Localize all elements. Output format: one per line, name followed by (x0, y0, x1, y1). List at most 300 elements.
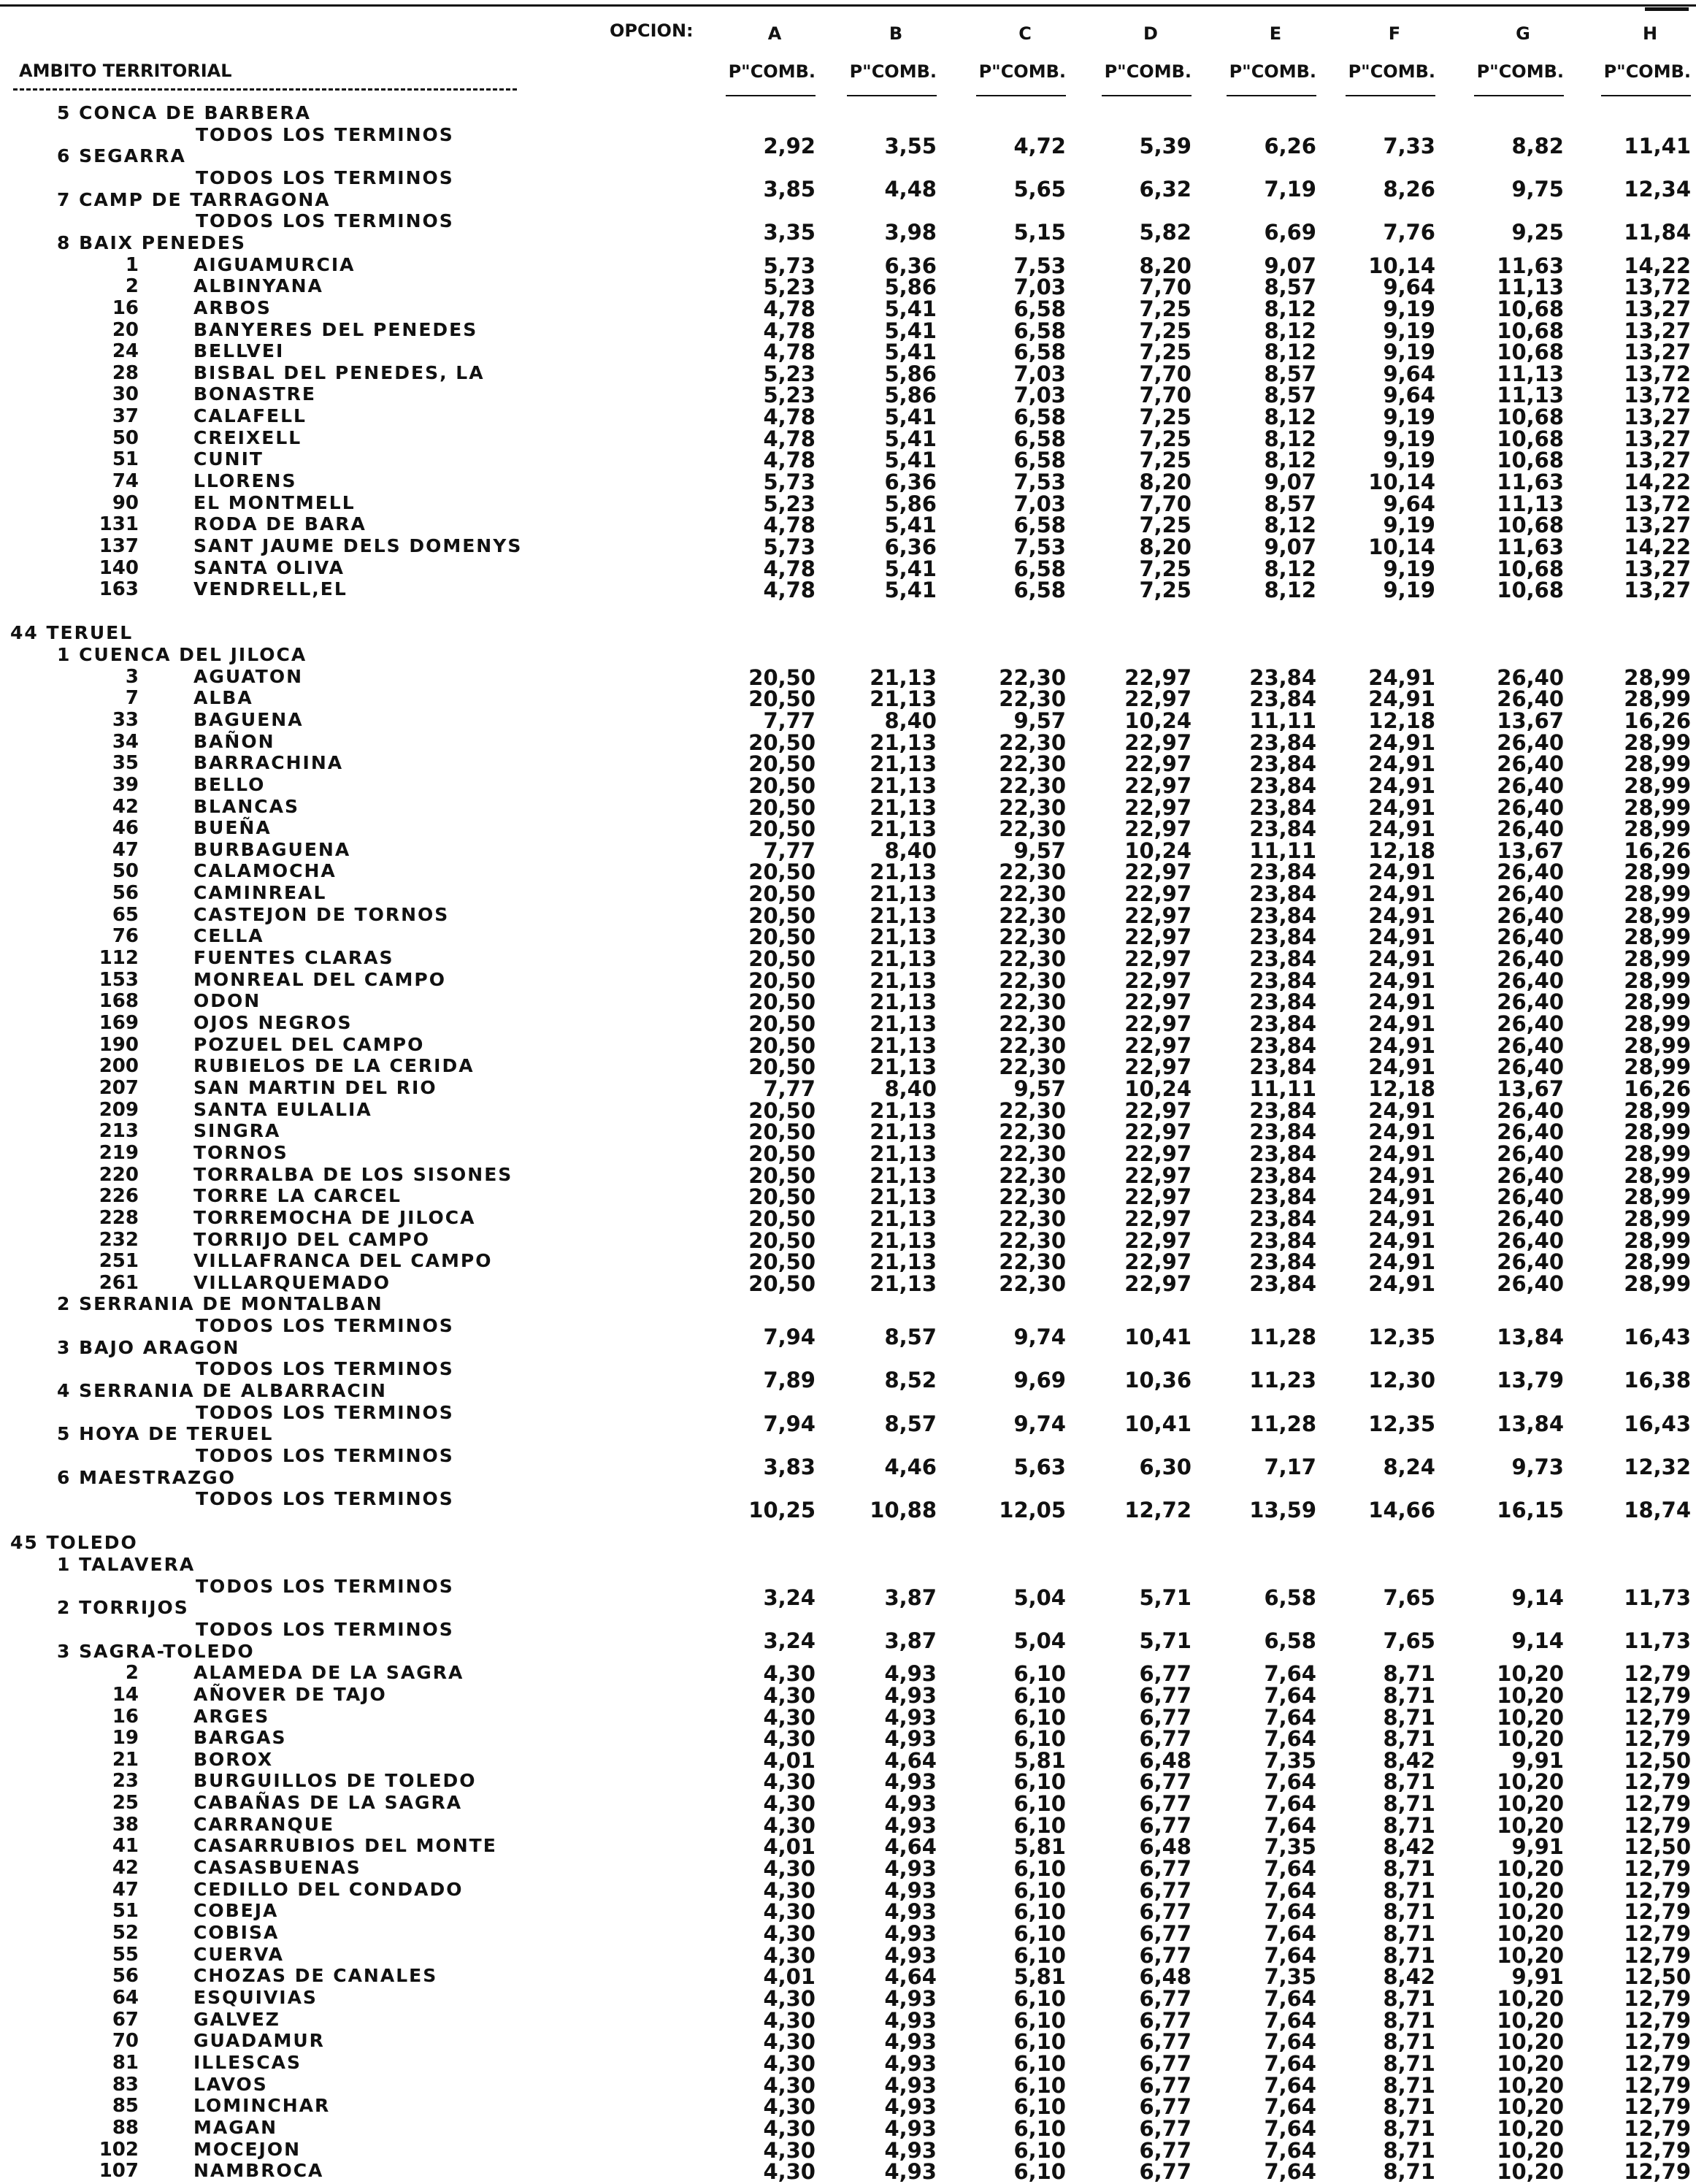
municipality-code: 37 (112, 405, 139, 428)
value-a: 2,92 (763, 133, 816, 158)
value-a: 4,30 (763, 1682, 816, 1708)
municipality-name: TORRALBA DE LOS SISONES (193, 1163, 513, 1185)
municipality-code: 14 (112, 1683, 139, 1706)
value-d: 22,97 (1124, 729, 1192, 755)
value-f: 10,14 (1368, 470, 1435, 495)
value-h: 12,79 (1624, 2094, 1691, 2120)
value-d: 6,30 (1139, 1455, 1192, 1479)
value-g: 26,40 (1497, 1271, 1564, 1296)
value-g: 10,68 (1497, 556, 1564, 581)
value-d: 10,41 (1124, 1325, 1192, 1350)
value-a: 20,50 (748, 686, 816, 712)
value-c: 6,58 (1013, 318, 1066, 343)
value-b: 8,40 (884, 838, 937, 863)
value-g: 9,73 (1511, 1455, 1564, 1479)
value-d: 22,97 (1124, 1032, 1192, 1058)
value-c: 6,10 (1013, 1921, 1066, 1946)
value-b: 21,13 (870, 1249, 937, 1275)
value-f: 9,19 (1383, 448, 1435, 473)
value-d: 6,32 (1139, 176, 1192, 202)
value-c: 6,10 (1013, 1856, 1066, 1882)
value-e: 23,84 (1249, 859, 1316, 885)
value-a: 4,30 (763, 2007, 816, 2033)
value-h: 28,99 (1624, 946, 1691, 972)
value-g: 10,68 (1497, 340, 1564, 365)
value-e: 11,11 (1249, 838, 1316, 863)
value-d: 7,25 (1139, 318, 1192, 343)
value-f: 8,71 (1383, 1899, 1435, 1925)
opcion-label: OPCION: (610, 20, 694, 41)
value-c: 9,74 (1013, 1325, 1066, 1350)
value-h: 16,26 (1624, 708, 1691, 733)
value-f: 8,42 (1383, 1747, 1435, 1773)
value-g: 16,15 (1497, 1498, 1564, 1523)
municipality-name: CHOZAS DE CANALES (193, 1965, 438, 1987)
value-e: 23,84 (1249, 1032, 1316, 1058)
value-g: 13,84 (1497, 1411, 1564, 1436)
value-e: 7,35 (1264, 1964, 1316, 1990)
value-e: 23,84 (1249, 924, 1316, 950)
value-c: 6,58 (1013, 426, 1066, 451)
value-g: 9,91 (1511, 1964, 1564, 1990)
value-b: 4,93 (884, 2115, 937, 2141)
value-e: 8,57 (1264, 383, 1316, 408)
value-g: 10,68 (1497, 296, 1564, 321)
value-b: 5,41 (884, 556, 937, 581)
todos-los-terminos-label: TODOS LOS TERMINOS (196, 1488, 454, 1510)
value-g: 10,20 (1497, 2007, 1564, 2033)
value-c: 9,69 (1013, 1368, 1066, 1393)
municipality-code: 47 (112, 1878, 139, 1901)
value-e: 8,12 (1264, 513, 1316, 538)
value-f: 24,91 (1368, 881, 1435, 907)
value-e: 8,57 (1264, 491, 1316, 516)
value-c: 22,30 (999, 773, 1066, 798)
value-e: 7,64 (1264, 1942, 1316, 1968)
municipality-code: 56 (112, 882, 139, 905)
value-f: 8,71 (1383, 2159, 1435, 2184)
value-e: 7,64 (1264, 1856, 1316, 1882)
value-f: 10,14 (1368, 534, 1435, 559)
value-f: 14,66 (1368, 1498, 1435, 1523)
value-c: 7,03 (1013, 361, 1066, 386)
value-e: 7,64 (1264, 1769, 1316, 1795)
value-d: 22,97 (1124, 1271, 1192, 1296)
value-b: 5,86 (884, 275, 937, 300)
value-e: 23,84 (1249, 816, 1316, 842)
value-a: 4,30 (763, 2050, 816, 2076)
municipality-code: 42 (112, 1857, 139, 1880)
value-h: 12,79 (1624, 1661, 1691, 1687)
value-h: 11,73 (1624, 1628, 1691, 1653)
value-f: 9,19 (1383, 318, 1435, 343)
value-c: 5,81 (1013, 1834, 1066, 1860)
value-d: 6,77 (1139, 1704, 1192, 1730)
value-g: 26,40 (1497, 946, 1564, 972)
value-f: 7,76 (1383, 220, 1435, 245)
value-e: 7,64 (1264, 1921, 1316, 1946)
value-d: 22,97 (1124, 1227, 1192, 1253)
municipality-name: CALAFELL (193, 405, 307, 427)
municipality-name: AIGUAMURCIA (193, 253, 356, 275)
value-b: 4,93 (884, 2094, 937, 2120)
value-b: 21,13 (870, 924, 937, 950)
option-letter-d: D (1143, 23, 1158, 44)
value-c: 22,30 (999, 881, 1066, 907)
municipality-name: VENDRELL,EL (193, 578, 348, 600)
value-h: 14,22 (1624, 253, 1691, 278)
municipality-code: 228 (99, 1206, 139, 1229)
value-g: 10,68 (1497, 448, 1564, 473)
value-h: 16,26 (1624, 838, 1691, 863)
municipality-code: 56 (112, 1965, 139, 1988)
value-c: 5,63 (1013, 1455, 1066, 1479)
value-g: 26,40 (1497, 1097, 1564, 1123)
value-h: 13,72 (1624, 383, 1691, 408)
municipality-code: 65 (112, 903, 139, 926)
value-a: 4,01 (763, 1747, 816, 1773)
municipality-code: 41 (112, 1835, 139, 1858)
value-h: 28,99 (1624, 1032, 1691, 1058)
column-header-pcomb: P"COMB. (849, 61, 937, 82)
column-header-pcomb: P"COMB. (978, 61, 1066, 82)
value-h: 28,99 (1624, 989, 1691, 1015)
value-d: 7,70 (1139, 275, 1192, 300)
value-d: 7,70 (1139, 491, 1192, 516)
value-f: 8,71 (1383, 1791, 1435, 1817)
value-a: 20,50 (748, 1184, 816, 1210)
value-c: 6,10 (1013, 1726, 1066, 1752)
value-h: 13,27 (1624, 556, 1691, 581)
value-c: 22,30 (999, 1097, 1066, 1123)
value-h: 28,99 (1624, 1011, 1691, 1036)
value-e: 8,12 (1264, 556, 1316, 581)
value-c: 6,10 (1013, 1682, 1066, 1708)
value-a: 4,30 (763, 2159, 816, 2184)
value-f: 8,71 (1383, 2050, 1435, 2076)
value-c: 9,57 (1013, 1076, 1066, 1101)
value-e: 23,84 (1249, 1227, 1316, 1253)
value-h: 12,79 (1624, 2159, 1691, 2184)
municipality-name: CARRANQUE (193, 1813, 335, 1835)
option-letter-h: H (1642, 23, 1658, 44)
value-b: 6,36 (884, 470, 937, 495)
value-b: 5,41 (884, 340, 937, 365)
value-f: 9,64 (1383, 383, 1435, 408)
value-d: 8,20 (1139, 253, 1192, 278)
value-b: 5,41 (884, 405, 937, 430)
municipality-code: 64 (112, 1986, 139, 2009)
value-a: 20,50 (748, 1206, 816, 1231)
option-letter-c: C (1018, 23, 1032, 44)
value-g: 9,14 (1511, 1585, 1564, 1610)
value-h: 12,32 (1624, 1455, 1691, 1479)
value-g: 26,40 (1497, 989, 1564, 1015)
municipality-code: 23 (112, 1770, 139, 1793)
municipality-name: CELLA (193, 925, 264, 947)
municipality-name: TORRE LA CARCEL (193, 1185, 402, 1207)
value-g: 26,40 (1497, 1054, 1564, 1080)
region-heading: 1 CUENCA DEL JILOCA (57, 643, 307, 665)
column-header-underline (1474, 95, 1564, 96)
value-b: 4,93 (884, 1899, 937, 1925)
value-h: 11,84 (1624, 220, 1691, 245)
municipality-name: CASTEJON DE TORNOS (193, 903, 450, 925)
value-h: 13,27 (1624, 426, 1691, 451)
value-b: 3,55 (884, 133, 937, 158)
value-a: 5,73 (763, 470, 816, 495)
value-d: 22,97 (1124, 751, 1192, 777)
value-a: 7,77 (763, 708, 816, 733)
value-g: 10,68 (1497, 578, 1564, 603)
value-b: 5,86 (884, 361, 937, 386)
municipality-name: MAGAN (193, 2116, 278, 2138)
municipality-name: RODA DE BARA (193, 513, 367, 535)
value-f: 8,71 (1383, 2094, 1435, 2120)
value-a: 20,50 (748, 968, 816, 993)
value-b: 4,93 (884, 1682, 937, 1708)
value-e: 7,64 (1264, 1899, 1316, 1925)
value-b: 4,93 (884, 2159, 937, 2184)
value-h: 12,79 (1624, 2007, 1691, 2033)
value-h: 13,27 (1624, 405, 1691, 430)
value-e: 23,84 (1249, 1011, 1316, 1036)
municipality-code: 83 (112, 2073, 139, 2096)
value-d: 5,71 (1139, 1628, 1192, 1653)
municipality-name: RUBIELOS DE LA CERIDA (193, 1055, 475, 1077)
municipality-name: ILLESCAS (193, 2051, 302, 2073)
value-d: 5,39 (1139, 133, 1192, 158)
value-f: 8,71 (1383, 2029, 1435, 2055)
value-d: 12,72 (1124, 1498, 1192, 1523)
value-e: 7,19 (1264, 176, 1316, 202)
value-b: 21,13 (870, 816, 937, 842)
value-f: 8,71 (1383, 2115, 1435, 2141)
value-e: 11,11 (1249, 708, 1316, 733)
value-e: 7,64 (1264, 1661, 1316, 1687)
value-b: 4,64 (884, 1964, 937, 1990)
value-g: 11,13 (1497, 361, 1564, 386)
value-d: 22,97 (1124, 1184, 1192, 1210)
value-d: 22,97 (1124, 1141, 1192, 1166)
value-f: 8,71 (1383, 1704, 1435, 1730)
value-c: 22,30 (999, 946, 1066, 972)
municipality-name: LOMINCHAR (193, 2095, 331, 2117)
value-c: 5,15 (1013, 220, 1066, 245)
value-g: 26,40 (1497, 794, 1564, 820)
value-e: 7,64 (1264, 1812, 1316, 1838)
value-h: 28,99 (1624, 794, 1691, 820)
value-d: 6,77 (1139, 1877, 1192, 1903)
value-f: 24,91 (1368, 859, 1435, 885)
municipality-code: 19 (112, 1727, 139, 1750)
value-b: 4,93 (884, 1661, 937, 1687)
value-e: 6,26 (1264, 133, 1316, 158)
value-e: 8,12 (1264, 405, 1316, 430)
value-h: 18,74 (1624, 1498, 1691, 1523)
value-a: 4,78 (763, 426, 816, 451)
municipality-name: BAÑON (193, 730, 275, 752)
municipality-code: 25 (112, 1792, 139, 1815)
value-h: 13,27 (1624, 513, 1691, 538)
value-a: 4,30 (763, 1769, 816, 1795)
value-e: 23,84 (1249, 1206, 1316, 1231)
municipality-code: 112 (99, 947, 139, 970)
value-d: 8,20 (1139, 470, 1192, 495)
value-c: 9,57 (1013, 838, 1066, 863)
value-d: 22,97 (1124, 686, 1192, 712)
province-heading: 45 TOLEDO (10, 1532, 138, 1554)
value-c: 6,10 (1013, 2072, 1066, 2098)
value-h: 28,99 (1624, 1119, 1691, 1145)
value-e: 23,84 (1249, 881, 1316, 907)
municipality-code: 2 (125, 275, 139, 298)
value-c: 6,10 (1013, 1704, 1066, 1730)
value-g: 9,91 (1511, 1747, 1564, 1773)
value-e: 7,64 (1264, 2050, 1316, 2076)
value-h: 14,22 (1624, 470, 1691, 495)
value-b: 5,86 (884, 383, 937, 408)
value-h: 13,27 (1624, 340, 1691, 365)
value-d: 7,70 (1139, 383, 1192, 408)
value-h: 12,79 (1624, 1985, 1691, 2011)
value-a: 4,30 (763, 2072, 816, 2098)
value-h: 12,50 (1624, 1747, 1691, 1773)
value-a: 20,50 (748, 751, 816, 777)
value-g: 10,20 (1497, 1791, 1564, 1817)
municipality-name: LLORENS (193, 470, 297, 492)
value-f: 9,64 (1383, 275, 1435, 300)
region-heading: 2 TORRIJOS (57, 1597, 189, 1619)
value-d: 22,97 (1124, 903, 1192, 928)
column-header-pcomb: P"COMB. (1603, 61, 1691, 82)
value-a: 7,77 (763, 838, 816, 863)
value-f: 12,18 (1368, 838, 1435, 863)
value-c: 6,58 (1013, 340, 1066, 365)
municipality-name: COBEJA (193, 1900, 279, 1922)
value-g: 26,40 (1497, 1162, 1564, 1188)
value-g: 10,20 (1497, 1812, 1564, 1838)
value-e: 23,84 (1249, 751, 1316, 777)
municipality-code: 33 (112, 708, 139, 731)
value-e: 7,64 (1264, 2072, 1316, 2098)
value-e: 7,64 (1264, 2029, 1316, 2055)
value-b: 21,13 (870, 773, 937, 798)
region-heading: 4 SERRANIA DE ALBARRACIN (57, 1380, 387, 1402)
value-g: 26,40 (1497, 924, 1564, 950)
value-h: 28,99 (1624, 1141, 1691, 1166)
municipality-name: CAMINREAL (193, 882, 327, 904)
value-g: 26,40 (1497, 1184, 1564, 1210)
value-g: 10,20 (1497, 2029, 1564, 2055)
value-d: 7,25 (1139, 448, 1192, 473)
municipality-name: VILLARQUEMADO (193, 1271, 391, 1293)
municipality-name: LAVOS (193, 2073, 268, 2095)
municipality-name: TORNOS (193, 1141, 288, 1163)
value-d: 8,20 (1139, 534, 1192, 559)
municipality-name: TORRIJO DEL CAMPO (193, 1228, 430, 1250)
value-a: 4,78 (763, 405, 816, 430)
municipality-name: BURGUILLOS DE TOLEDO (193, 1770, 477, 1792)
value-a: 20,50 (748, 729, 816, 755)
value-f: 24,91 (1368, 773, 1435, 798)
municipality-code: 226 (99, 1185, 139, 1208)
value-a: 4,30 (763, 1899, 816, 1925)
value-b: 4,93 (884, 2072, 937, 2098)
municipality-code: 88 (112, 2116, 139, 2139)
value-d: 6,77 (1139, 1661, 1192, 1687)
value-b: 4,93 (884, 1812, 937, 1838)
value-g: 13,67 (1497, 1076, 1564, 1101)
value-f: 24,91 (1368, 816, 1435, 842)
municipality-code: 261 (99, 1271, 139, 1294)
municipality-name: ALAMEDA DE LA SAGRA (193, 1662, 464, 1684)
value-h: 28,99 (1624, 1184, 1691, 1210)
column-header-underline (726, 95, 816, 96)
column-header-pcomb: P"COMB. (728, 61, 816, 82)
value-b: 5,41 (884, 426, 937, 451)
value-b: 5,41 (884, 296, 937, 321)
value-c: 22,30 (999, 751, 1066, 777)
value-f: 9,19 (1383, 578, 1435, 603)
value-g: 10,20 (1497, 1682, 1564, 1708)
value-c: 5,04 (1013, 1628, 1066, 1653)
municipality-name: COBISA (193, 1922, 280, 1943)
value-b: 4,48 (884, 176, 937, 202)
value-a: 20,50 (748, 989, 816, 1015)
value-c: 22,30 (999, 1271, 1066, 1296)
value-e: 23,84 (1249, 1271, 1316, 1296)
value-c: 6,58 (1013, 556, 1066, 581)
value-e: 23,84 (1249, 946, 1316, 972)
value-d: 6,77 (1139, 1812, 1192, 1838)
todos-los-terminos-label: TODOS LOS TERMINOS (196, 123, 454, 145)
value-g: 26,40 (1497, 968, 1564, 993)
value-a: 4,01 (763, 1834, 816, 1860)
value-h: 16,26 (1624, 1076, 1691, 1101)
value-e: 6,58 (1264, 1585, 1316, 1610)
value-d: 7,70 (1139, 361, 1192, 386)
top-rule (0, 4, 1696, 7)
value-b: 5,86 (884, 491, 937, 516)
value-f: 24,91 (1368, 1227, 1435, 1253)
value-e: 23,84 (1249, 1162, 1316, 1188)
value-f: 24,91 (1368, 794, 1435, 820)
municipality-code: 90 (112, 491, 139, 514)
value-c: 6,58 (1013, 448, 1066, 473)
value-g: 10,20 (1497, 1661, 1564, 1687)
value-b: 10,88 (870, 1498, 937, 1523)
value-e: 23,84 (1249, 1249, 1316, 1275)
value-g: 10,20 (1497, 1921, 1564, 1946)
region-heading: 6 SEGARRA (57, 145, 186, 167)
value-a: 3,35 (763, 220, 816, 245)
value-a: 4,30 (763, 1921, 816, 1946)
municipality-code: 85 (112, 2095, 139, 2118)
municipality-code: 16 (112, 1705, 139, 1728)
value-h: 13,27 (1624, 448, 1691, 473)
municipality-name: CREIXELL (193, 426, 302, 448)
value-e: 8,12 (1264, 578, 1316, 603)
value-d: 22,97 (1124, 1249, 1192, 1275)
municipality-name: SANTA EULALIA (193, 1098, 372, 1120)
value-e: 23,84 (1249, 686, 1316, 712)
value-b: 6,36 (884, 253, 937, 278)
value-e: 6,58 (1264, 1628, 1316, 1653)
value-g: 10,20 (1497, 1856, 1564, 1882)
value-a: 20,50 (748, 1032, 816, 1058)
value-b: 21,13 (870, 751, 937, 777)
